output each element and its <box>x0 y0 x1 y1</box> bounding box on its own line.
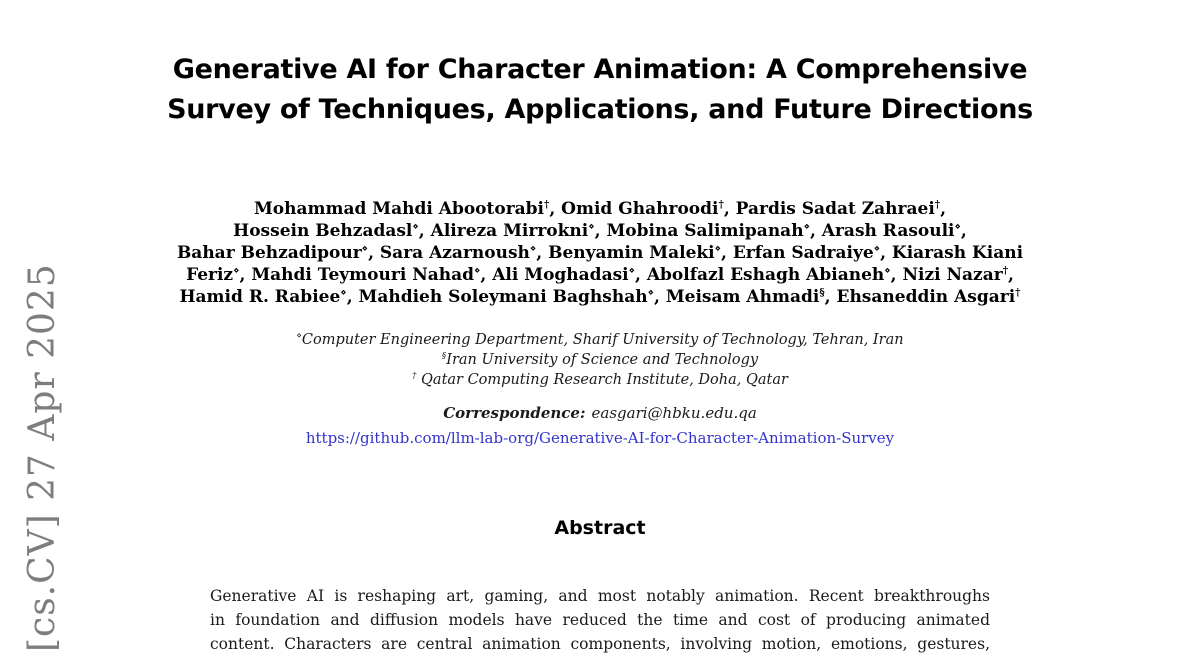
paper-title <box>0 50 1200 130</box>
correspondence-email: easgari@hbku.edu.qa <box>591 404 757 422</box>
author-line: Mohammad Mahdi Abootorabi†, Omid Ghahroodi†, Pardis Sadat Zahraei†, <box>253 198 947 219</box>
repository-link-row <box>0 429 1200 447</box>
correspondence-line <box>0 404 1200 422</box>
affiliation-line: §Iran University of Science and Technology <box>441 351 759 368</box>
abstract-line: in foundation and diffusion models have reduced the time and cost of producing animated <box>210 611 990 629</box>
author-line: Feriz⋄, Mahdi Teymouri Nahad⋄, Ali Moghadasi⋄, Abolfazl Eshagh Abianeh⋄, Nizi Nazar†, <box>186 264 1014 285</box>
abstract-heading: Abstract <box>554 517 646 539</box>
author-line: Hamid R. Rabiee⋄, Mahdieh Soleymani Baghshah⋄, Meisam Ahmadi§, Ehsaneddin Asgari† <box>179 286 1021 307</box>
correspondence-label: Correspondence: <box>443 404 586 422</box>
title-line: Survey of Techniques, Applications, and Future Directions <box>167 94 1033 125</box>
affiliation-line: ⋄Computer Engineering Department, Sharif University of Technology, Tehran, Iran <box>296 331 904 348</box>
abstract-line: content. Characters are central animation components, involving motion, emotions, gestures, <box>210 635 990 653</box>
affiliation-block <box>100 330 1100 390</box>
author-block <box>100 198 1100 308</box>
arxiv-banner: [cs.CV] 27 Apr 2025 <box>22 263 63 652</box>
title-line: Generative AI for Character Animation: A Comprehensive <box>172 54 1028 85</box>
github-link[interactable]: https://github.com/llm-lab-org/Generative-AI-for-Character-Animation-Survey <box>305 429 895 447</box>
author-line: Hossein Behzadasl⋄, Alireza Mirrokni⋄, Mobina Salimipanah⋄, Arash Rasouli⋄, <box>233 220 967 241</box>
affiliation-line: † Qatar Computing Research Institute, Doha, Qatar <box>412 371 788 388</box>
abstract-line: Generative AI is reshaping art, gaming, and most notably animation. Recent breakthroughs <box>210 587 990 605</box>
abstract-text <box>210 584 990 656</box>
author-line: Bahar Behzadipour⋄, Sara Azarnoush⋄, Benyamin Maleki⋄, Erfan Sadraiye⋄, Kiarash Kiani <box>176 242 1024 263</box>
